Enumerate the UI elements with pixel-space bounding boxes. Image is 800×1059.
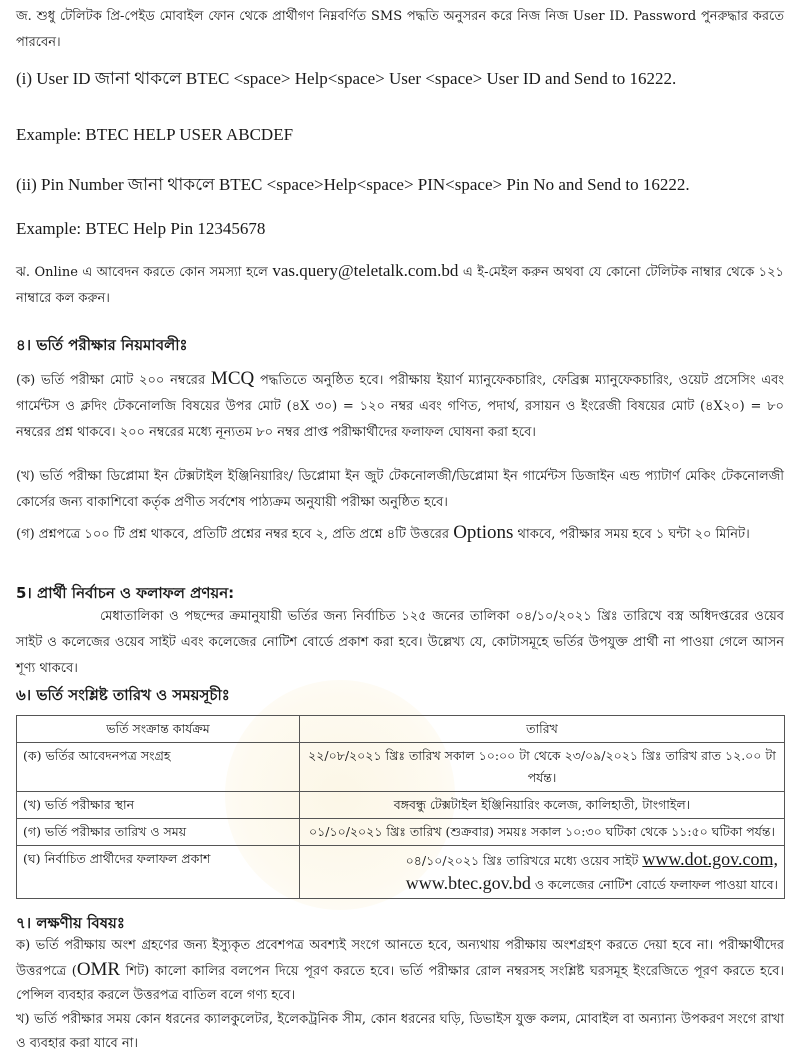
table-row [17,743,785,792]
table-row [17,792,785,819]
omr-term: OMR [76,959,121,980]
section-7-item-ka [16,934,784,1008]
section-6-heading: ৬। ভর্তি সংশ্লিষ্ট তারিখ ও সময়সূচীঃ [16,686,230,704]
dot-website-link[interactable]: www.dot.gov.com, [642,849,778,869]
activity-cell: (ক) ভর্তির আবেদনপত্র সংগ্রহ [17,743,300,792]
section-4-ga-pre: (গ) প্রশ্নপত্রে ১০০ টি প্রশ্ন থাকবে, প্রতিটি প্রশ্নের নম্বর হবে ২, প্রতি প্রশ্নে ৪টি উত্তরের [16,527,454,542]
sms-example-2: Example: BTEC Help Pin 12345678 [16,219,266,238]
date-cell: বঙ্গবন্ধু টেক্সটাইল ইঞ্জিনিয়ারিং কলেজ, কালিহাতী, টাংগাইল। [300,792,785,819]
btec-website-link[interactable]: www.btec.gov.bd [405,873,531,893]
section-4-item-kha: (খ) ভর্তি পরীক্ষা ডিপ্লোমা ইন টেক্সটাইল ইঞ্জিনিয়ারিং/ ডিপ্লোমা ইন জুট টেকনোলজী/ডিপ্লোমা ইন গার্মেন্টস ডিজাইন এন্ড প্যাটার্ণ মেকিং টেকনোলজী কোর্সের জন্য বাকাশিবো কর্তৃক প্রণীত সর্বশেষ পাঠ্যক্রম অনুযায়ী পরীক্ষা অনুষ্ঠিত হবে। [16,469,784,510]
date-cell: ২২/০৮/২০২১ খ্রিঃ তারিখ সকাল ১০:০০ টা থেকে ২৩/০৯/২০২১ খ্রিঃ তারিখ রাত ১২.০০ টা পর্যন্ত। [300,743,785,792]
table-row [17,819,785,846]
result-date-text: ০৪/১০/২০২১ খ্রিঃ তারিখরে মধ্যে ওয়েব সাইট [405,853,643,868]
table-row [17,846,785,899]
activity-cell: (খ) ভর্তি পরীক্ষার স্থান [17,792,300,819]
result-notice-text: ও কলেজের নোটিশ বোর্ডে ফলাফল পাওয়া যাবে। [530,877,778,892]
activity-cell: (ঘ) নির্বাচিত প্রার্থীদের ফলাফল প্রকাশ [17,846,300,899]
sms-example-1: Example: BTEC HELP USER ABCDEF [16,125,294,144]
sms-pin-instruction: (ii) Pin Number জানা থাকলে BTEC <space>Help<space> PIN<space> Pin No and Send to 16222. [16,175,690,194]
column-header-date: তারিখ [300,716,785,743]
section-5-body: মেধাতালিকা ও পছন্দের ক্রমানুযায়ী ভর্তির জন্য নির্বাচিত ১২৫ জনের তালিকা ০৪/১০/২০২১ খ্রিঃ তারিখে বস্ত্র অধিদপ্তরের ওয়েব সাইট ও কলেজের ওয়েব সাইট এবং কলেজের নোটিশ বোর্ডে প্রকাশ করা হবে। উল্লেখ্য যে, কোটাসমূহে ভর্তির উপযুক্ত প্রার্থী না পাওয়া গেলে আসন শূণ্য থাকবে। [16,609,784,676]
section-5-heading: 5। প্রার্থী নির্বাচন ও ফলাফল প্রণয়ন: [16,584,235,602]
section-7-ka-pre: ক) ভর্তি পরীক্ষায় অংশ গ্রহণের জন্য ইস্যুকৃত প্রবেশপত্র অবশ্যই সংগে আনতে হবে, অন্যথায় পরীক্ষায় অংশগ্রহণ করতে দেয়া হবে না। পরীক্ষার্থীদের উত্তরপত্রে ( [16,938,784,979]
admission-schedule-table [16,715,785,899]
section-7-item-kha: খ) ভর্তি পরীক্ষার সময় কোন ধরনের ক্যালকুলেটর, ইলেকট্রনিক সীম, কোন ধরনের ঘড়ি, ডিভাইস যুক্ত কলম, মোবাইল বা অন্যান্য উপকরণ সংগে রাখা ও ব্যবহার করা যাবে না। [16,1012,784,1051]
section-7-ka-post: শিট) কালো কালির বলপেন দিয়ে পূরণ করতে হবে। ভর্তি পরীক্ষার রোল নম্বরসহ সংশ্লিষ্ট ঘরসমূহ ইংরেজিতে পূরণ করতে হবে। পেন্সিল ব্যবহার করলে উত্তরপত্র বাতিল বলে গণ্য হবে। [16,964,784,1003]
date-cell: ০১/১০/২০২১ খ্রিঃ তারিখ (শুক্রবার) সময়ঃ সকাল ১০:৩০ ঘটিকা থেকে ১১:৫০ ঘটিকা পর্যন্ত। [300,819,785,846]
sms-intro-paragraph [16,4,784,56]
options-term: Options [453,522,514,543]
contact-text-post: এ ই-মেইল করুন অথবা যে কোনো টেলিটক নাম্বার থেকে ১২১ নাম্বারে কল করুন। [16,265,784,306]
contact-text-pre: ঝ. Online এ আবেদন করতে কোন সমস্যা হলে [16,265,273,280]
activity-cell: (গ) ভর্তি পরীক্ষার তারিখ ও সময় [17,819,300,846]
mcq-term: MCQ [210,368,255,389]
date-cell [300,846,785,899]
column-header-activity: ভর্তি সংক্রান্ত কার্যক্রম [17,716,300,743]
section-4-ga-post: থাকবে, পরীক্ষার সময় হবে ১ ঘন্টা ২০ মিনিট। [513,527,750,542]
sms-user-id-instruction: (i) User ID জানা থাকলে BTEC <space> Help<space> User <space> User ID and Send to 16222. [16,69,677,88]
section-7-heading: ৭। লক্ষণীয় বিষয়ঃ [16,914,125,932]
support-email-link[interactable]: vas.query@teletalk.com.bd [272,261,459,280]
sms-intro-text: জ. শুধু টেলিটক প্রি-পেইড মোবাইল ফোন থেকে প্রার্থীগণ নিম্নবর্ণিত SMS পদ্ধতি অনুসরন করে নিজ নিজ User ID. Password পুনরুদ্ধার করতে পারবেন। [16,9,784,50]
section-4-ka-pre: (ক) ভর্তি পরীক্ষা মোট ২০০ নম্বরের [16,373,211,388]
section-4-item-ga [16,520,784,548]
section-4-item-ka [16,366,784,446]
contact-paragraph [16,258,784,312]
table-header-row [17,716,785,743]
section-4-ka-post: পদ্ধতিতে অনুষ্ঠিত হবে। পরীক্ষায় ইয়ার্ণ ম্যানুফেকচারিং, ফেব্রিক্স ম্যানুফেকচারিং, ওয়েট প্রসেসিং এবং গার্মেন্টস ও ক্লদিং টেকনোলজি বিষয়ের উপর মোট (৪X ৩০) = ১২০ নম্বর এবং গণিত, পদার্থ, রসায়ন ও ইংরেজী বিষয়ের মোট (৪X২০) = ৮০ নম্বরের প্রশ্ন থাকবে। ২০০ নম্বরের মধ্যে নূন্যতম ৮০ নম্বর প্রাপ্ত পরীক্ষার্থীদের ফলাফল ঘোষনা করা হবে। [16,373,784,440]
section-4-heading: ৪। ভর্তি পরীক্ষার নিয়মাবলীঃ [16,336,188,354]
